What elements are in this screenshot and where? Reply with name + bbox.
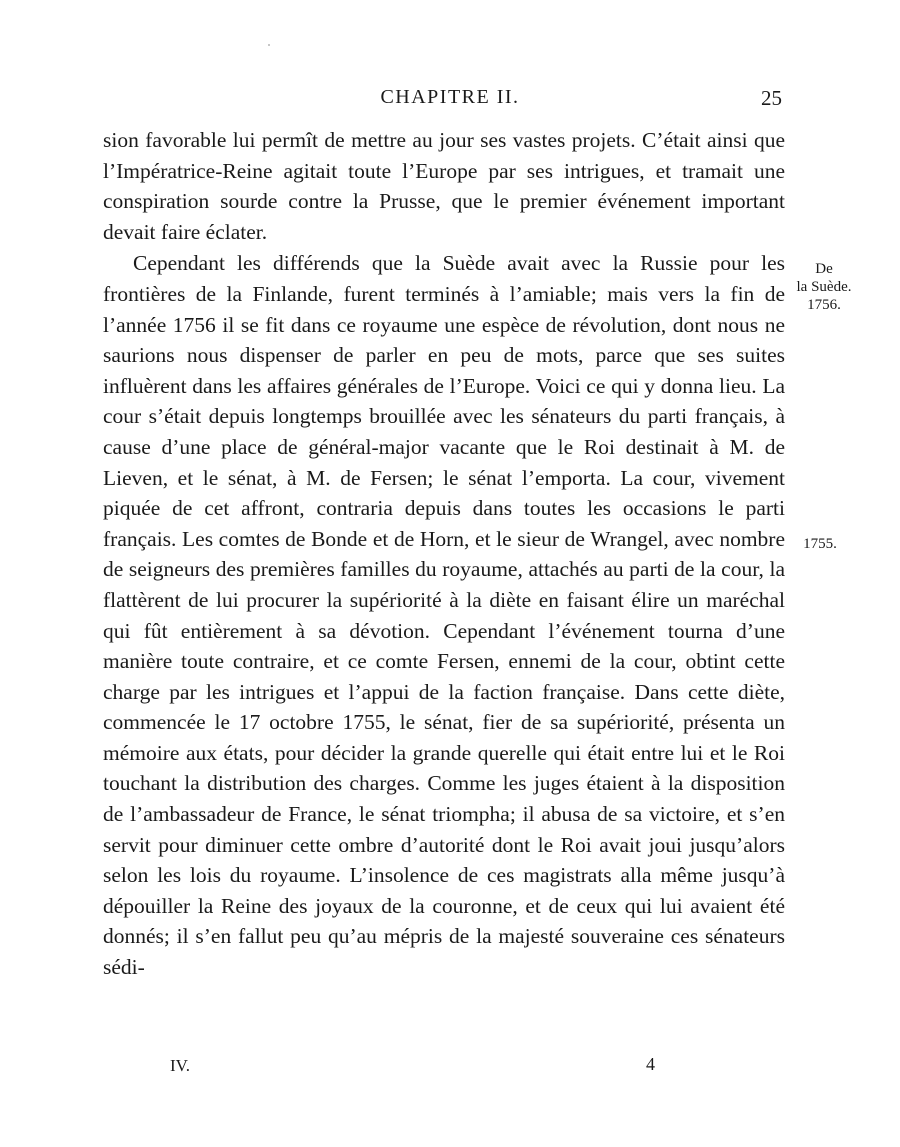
margin-note-sweden: [788, 260, 860, 314]
paper-speck: [268, 44, 270, 46]
body-text: [103, 125, 785, 983]
margin-note-line: 1756.: [807, 297, 841, 313]
paragraph-2: Cependant les différends que la Suède avait avec la Russie pour les frontières de la Finlande, furent terminés à l’amiable; mais vers la fin de l’année 1756 il se fit dans ce royaume une espèce de révolution, dont nous ne saurions nous dispenser de parler en peu de mots, parce que ses suites influèrent dans les affaires générales de l’Europe. Voici ce qui y donna lieu. La cour s’était depuis longtemps brouillée avec les sénateurs du parti français, à cause d’une place de général-major vacante que le Roi destinait à M. de Lieven, et le sénat, à M. de Fersen; le sénat l’emporta. La cour, vivement piquée de cet affront, contraria depuis dans toutes les occasions le parti français. Les comtes de Bonde et de Horn, et le sieur de Wrangel, avec nombre de seigneurs des premières familles du royaume, attachés au parti de la cour, la flattèrent de lui procurer la supériorité à la diète en faisant élire un maréchal qui fût entièrement à sa dévotion. Cependant l’événement tourna d’une manière toute contraire, et ce comte Fersen, ennemi de la cour, obtint cette charge par les intrigues et l’appui de la faction française. Dans cette diète, commencée le 17 octobre 1755, le sénat, fier de sa supériorité, présenta un mémoire aux états, pour décider la grande querelle qui était entre lui et le Roi touchant la distribution des charges. Comme les juges étaient à la disposition de l’ambassadeur de France, le sénat triompha; il abusa de sa victoire, et s’en servit pour diminuer cette ombre d’autorité dont le Roi avait joui jusqu’alors selon les lois du royaume. L’insolence de ces magistrats alla même jusqu’à dépouiller la Reine des joyaux de la couronne, et de ceux qui lui avaient été donnés; il s’en fallut peu qu’au mépris de la majesté souveraine ces sénateurs sédi-: [103, 251, 785, 980]
margin-note-line: la Suède.: [796, 279, 852, 295]
margin-note-line: De: [815, 261, 833, 277]
quire-number: 4: [646, 1054, 655, 1074]
margin-note-year: 1755.: [803, 536, 837, 552]
paragraph-1: sion favorable lui permît de mettre au jour ses vastes projets. C’était ainsi que l’Impératrice-Reine agitait toute l’Europe par ses intrigues, et tramait une conspiration sourde contre la Prusse, que le premier événement important devait faire éclater.: [103, 128, 785, 244]
page-number: 25: [761, 86, 782, 110]
signature-mark: IV.: [170, 1056, 190, 1075]
chapter-heading: CHAPITRE II.: [380, 86, 520, 108]
